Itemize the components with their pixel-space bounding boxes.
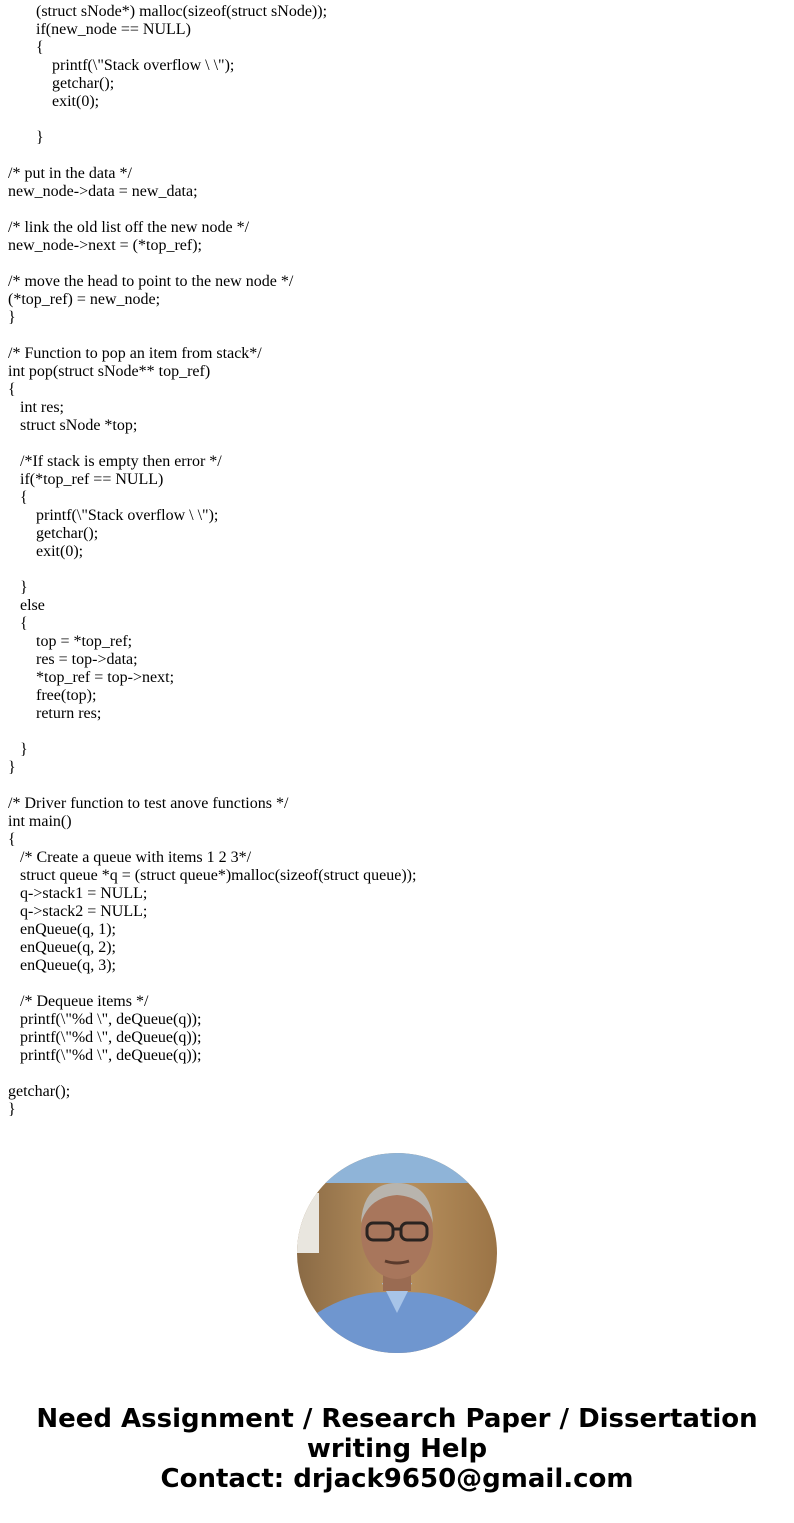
code-line: getchar();	[8, 1083, 71, 1100]
code-line: new_node->data = new_data;	[8, 183, 198, 200]
code-line: exit(0);	[52, 93, 100, 110]
code-line	[0, 1065, 416, 1083]
code-line: {	[8, 381, 16, 398]
code-line	[0, 435, 416, 453]
code-line	[0, 147, 416, 165]
code-line: struct sNode *top;	[20, 417, 138, 434]
code-line: enQueue(q, 2);	[20, 939, 116, 956]
code-line: enQueue(q, 1);	[20, 921, 116, 938]
code-line: {	[8, 831, 16, 848]
code-line	[0, 561, 416, 579]
code-line: /* link the old list off the new node */	[8, 219, 250, 236]
code-line: int res;	[20, 399, 64, 416]
promo-banner	[0, 1404, 794, 1494]
code-line	[0, 201, 416, 219]
code-line: free(top);	[36, 687, 97, 704]
code-line: }	[8, 759, 16, 776]
code-line: printf(\"%d \", deQueue(q));	[20, 1011, 202, 1028]
code-line: int pop(struct sNode** top_ref)	[8, 363, 211, 380]
code-line: (*top_ref) = new_node;	[8, 291, 161, 308]
author-photo	[297, 1153, 497, 1353]
code-line: getchar();	[36, 525, 99, 542]
code-line: if(*top_ref == NULL)	[20, 471, 164, 488]
code-line: /* Create a queue with items 1 2 3*/	[20, 849, 252, 866]
code-line: /* put in the data */	[8, 165, 132, 182]
code-line: }	[20, 741, 28, 758]
code-line	[0, 255, 416, 273]
code-line: /* Dequeue items */	[20, 993, 149, 1010]
code-line: res = top->data;	[36, 651, 138, 668]
code-line: }	[8, 309, 16, 326]
code-line: struct queue *q = (struct queue*)malloc(sizeof(struct queue));	[20, 867, 417, 884]
code-line: q->stack2 = NULL;	[20, 903, 148, 920]
code-line: /* move the head to point to the new node */	[8, 273, 294, 290]
code-line: top = *top_ref;	[36, 633, 133, 650]
code-line: printf(\"Stack overflow \ \");	[36, 507, 219, 524]
code-line: {	[36, 39, 44, 56]
promo-line-2: writing Help	[306, 1434, 488, 1464]
code-line: enQueue(q, 3);	[20, 957, 116, 974]
code-line: printf(\"Stack overflow \ \");	[52, 57, 235, 74]
code-line: /* Driver function to test anove functions */	[8, 795, 289, 812]
code-line	[0, 327, 416, 345]
code-line: exit(0);	[36, 543, 84, 560]
code-line	[0, 111, 416, 129]
code-line	[0, 975, 416, 993]
code-line: {	[20, 489, 28, 506]
code-line: /*If stack is empty then error */	[20, 453, 222, 470]
code-line: printf(\"%d \", deQueue(q));	[20, 1029, 202, 1046]
code-line	[0, 777, 416, 795]
promo-line-1: Need Assignment / Research Paper / Dissertation	[36, 1404, 758, 1434]
promo-contact: Contact: drjack9650@gmail.com	[160, 1464, 634, 1494]
author-portrait-image	[297, 1153, 497, 1353]
code-line: /* Function to pop an item from stack*/	[8, 345, 262, 362]
code-line: (struct sNode*) malloc(sizeof(struct sNode));	[36, 3, 328, 20]
code-line: if(new_node == NULL)	[36, 21, 191, 38]
code-line: int main()	[8, 813, 72, 830]
code-line: else	[20, 597, 45, 614]
code-line: getchar();	[52, 75, 115, 92]
code-line: return res;	[36, 705, 102, 722]
code-line: }	[36, 129, 44, 146]
code-line: *top_ref = top->next;	[36, 669, 175, 686]
code-line: new_node->next = (*top_ref);	[8, 237, 202, 254]
code-line: }	[8, 1101, 16, 1118]
code-line	[0, 723, 416, 741]
code-listing	[0, 3, 416, 1119]
code-line: q->stack1 = NULL;	[20, 885, 148, 902]
code-line: printf(\"%d \", deQueue(q));	[20, 1047, 202, 1064]
code-line: {	[20, 615, 28, 632]
code-line: }	[20, 579, 28, 596]
